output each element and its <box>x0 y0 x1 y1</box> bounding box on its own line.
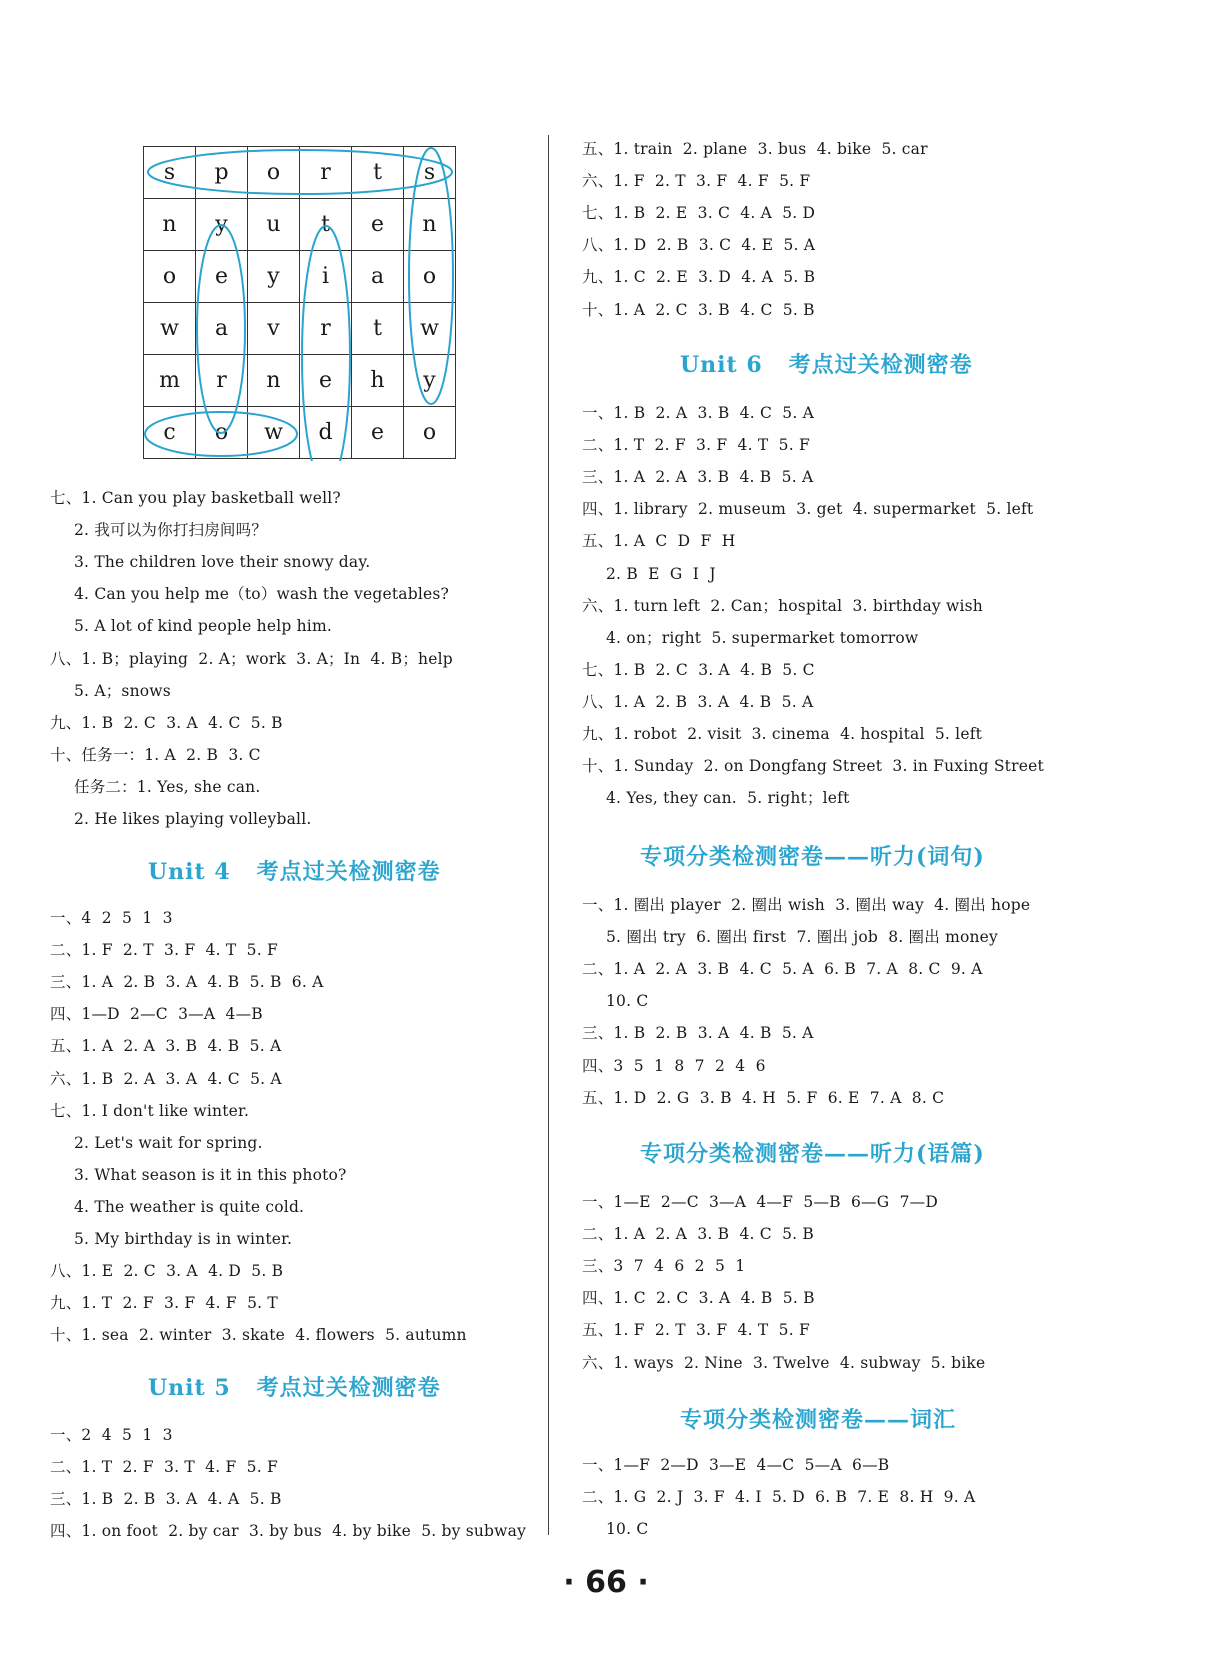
answer-line: 七、1. B 2. E 3. C 4. A 5. D <box>582 204 816 223</box>
grid-row <box>144 199 456 251</box>
answer-line: 5. A lot of kind people help him. <box>74 617 332 636</box>
column-divider <box>548 135 549 1535</box>
answer-line: 5. A；snows <box>74 681 171 700</box>
grid-cell: v <box>248 303 300 355</box>
answer-line: 一、4 2 5 1 3 <box>50 909 173 927</box>
grid-cell: o <box>404 251 456 303</box>
answer-line: 二、1. F 2. T 3. F 4. T 5. F <box>50 941 278 960</box>
grid-cell: e <box>352 407 404 459</box>
answer-line: 五、1. train 2. plane 3. bus 4. bike 5. car <box>582 140 928 158</box>
answer-line: 八、1. A 2. B 3. A 4. B 5. A <box>582 692 814 711</box>
answer-line: 九、1. B 2. C 3. A 4. C 5. B <box>50 713 283 732</box>
answer-line: 3. What season is it in this photo? <box>74 1165 347 1184</box>
grid-cell: u <box>248 199 300 251</box>
grid-cell: s <box>144 147 196 199</box>
grid-cell: y <box>248 251 300 303</box>
grid-cell: o <box>248 147 300 199</box>
grid-cell: r <box>196 355 248 407</box>
answer-line: 四、1. on foot 2. by car 3. by bus 4. by bike 5. by subway <box>50 1522 527 1541</box>
answer-line: 十、1. sea 2. winter 3. skate 4. flowers 5. autumn <box>50 1326 467 1345</box>
answer-line: 3. The children love their snowy day. <box>74 553 371 572</box>
grid-cell: p <box>196 147 248 199</box>
answer-line: 二、1. T 2. F 3. T 4. F 5. F <box>50 1458 278 1477</box>
answer-line: 三、1. B 2. B 3. A 4. A 5. B <box>50 1490 282 1509</box>
answer-line: 十、1. A 2. C 3. B 4. C 5. B <box>582 300 815 319</box>
answer-line: 九、1. T 2. F 3. F 4. F 5. T <box>50 1294 278 1313</box>
answer-line: 二、1. A 2. A 3. B 4. C 5. A 6. B 7. A 8. C 9. A <box>582 960 983 979</box>
page-number: · 66 · <box>563 1565 649 1600</box>
answer-line: 四、1—D 2—C 3—A 4—B <box>50 1005 263 1024</box>
section-heading: Unit 6 考点过关检测密卷 <box>680 352 973 378</box>
answer-line: 十、任务一：1. A 2. B 3. C <box>50 745 261 764</box>
answer-line: 八、1. B；playing 2. A；work 3. A；In 4. B；help <box>50 649 453 668</box>
answer-line: 三、3 7 4 6 2 5 1 <box>582 1257 746 1276</box>
grid-cell: s <box>404 147 456 199</box>
grid-cell: o <box>196 407 248 459</box>
grid-cell: n <box>248 355 300 407</box>
grid-cell: y <box>196 199 248 251</box>
answer-line: 五、1. D 2. G 3. B 4. H 5. F 6. E 7. A 8. C <box>582 1088 945 1107</box>
grid-row <box>144 303 456 355</box>
grid-cell: e <box>300 355 352 407</box>
answer-line: 5. 圈出 try 6. 圈出 first 7. 圈出 job 8. 圈出 money <box>606 928 999 947</box>
answer-line: 三、1. A 2. B 3. A 4. B 5. B 6. A <box>50 973 324 992</box>
grid-cell: i <box>300 251 352 303</box>
grid-cell: m <box>144 355 196 407</box>
answer-line: 10. C <box>606 1520 649 1539</box>
section-heading: 专项分类检测密卷——听力(语篇) <box>640 1141 985 1167</box>
answer-line: 六、1. ways 2. Nine 3. Twelve 4. subway 5. bike <box>582 1353 986 1372</box>
answer-line: 八、1. E 2. C 3. A 4. D 5. B <box>50 1262 284 1281</box>
grid-cell: a <box>352 251 404 303</box>
grid-cell: e <box>196 251 248 303</box>
answer-line: 一、2 4 5 1 3 <box>50 1426 173 1444</box>
grid-cell: o <box>404 407 456 459</box>
grid-cell: t <box>352 303 404 355</box>
grid-cell: y <box>404 355 456 407</box>
section-heading: 专项分类检测密卷——听力(词句) <box>640 844 985 870</box>
answer-line: 4. on；right 5. supermarket tomorrow <box>606 628 919 647</box>
answer-line: 一、1—F 2—D 3—E 4—C 5—A 6—B <box>582 1456 890 1474</box>
grid-row <box>144 251 456 303</box>
grid-cell: e <box>352 199 404 251</box>
answer-line: 四、1. library 2. museum 3. get 4. supermarket 5. left <box>582 500 1034 519</box>
answer-line: 三、1. B 2. B 3. A 4. B 5. A <box>582 1024 814 1043</box>
answer-line: 七、1. I don't like winter. <box>50 1101 250 1120</box>
answer-line: 4. Yes, they can. 5. right；left <box>606 789 850 808</box>
grid-cell: t <box>300 199 352 251</box>
grid-row <box>144 147 456 199</box>
answer-line: 十、1. Sunday 2. on Dongfang Street 3. in Fuxing Street <box>582 757 1044 776</box>
answer-line: 4. The weather is quite cold. <box>74 1197 305 1216</box>
answer-line: 二、1. A 2. A 3. B 4. C 5. B <box>582 1225 815 1244</box>
answer-line: 任务二：1. Yes, she can. <box>74 777 261 796</box>
grid-cell: r <box>300 147 352 199</box>
answer-line: 一、1. 圈出 player 2. 圈出 wish 3. 圈出 way 4. 圈出 hope <box>582 896 1031 914</box>
grid-cell: n <box>144 199 196 251</box>
answer-line: 五、1. A C D F H <box>582 532 736 551</box>
answer-line: 10. C <box>606 992 649 1011</box>
grid-cell: h <box>352 355 404 407</box>
answer-line: 六、1. turn left 2. Can；hospital 3. birthday wish <box>582 596 983 615</box>
grid-cell: w <box>404 303 456 355</box>
grid-row <box>144 407 456 459</box>
grid-cell: w <box>248 407 300 459</box>
answer-line: 六、1. B 2. A 3. A 4. C 5. A <box>50 1069 282 1088</box>
grid-cell: d <box>300 407 352 459</box>
grid-cell: o <box>144 251 196 303</box>
answer-line: 5. My birthday is in winter. <box>74 1230 293 1248</box>
section-heading: Unit 5 考点过关检测密卷 <box>148 1375 441 1401</box>
answer-line: 七、1. Can you play basketball well? <box>50 489 341 507</box>
grid-table <box>143 146 456 459</box>
word-search-grid <box>143 146 458 461</box>
answer-line: 九、1. robot 2. visit 3. cinema 4. hospital 5. left <box>582 725 983 743</box>
answer-line: 四、3 5 1 8 7 2 4 6 <box>582 1056 766 1075</box>
answer-line: 二、1. T 2. F 3. F 4. T 5. F <box>582 436 810 455</box>
grid-row <box>144 355 456 407</box>
grid-cell: c <box>144 407 196 459</box>
answer-line: 2. B E G I J <box>606 564 716 583</box>
answer-line: 七、1. B 2. C 3. A 4. B 5. C <box>582 660 815 679</box>
answer-line: 五、1. F 2. T 3. F 4. T 5. F <box>582 1321 810 1340</box>
answer-line: 二、1. G 2. J 3. F 4. I 5. D 6. B 7. E 8. H 9. A <box>582 1488 976 1507</box>
answer-line: 一、1—E 2—C 3—A 4—F 5—B 6—G 7—D <box>582 1193 938 1211</box>
section-heading: 专项分类检测密卷——词汇 <box>680 1407 957 1433</box>
answer-line: 2. Let's wait for spring. <box>74 1133 263 1152</box>
answer-line: 六、1. F 2. T 3. F 4. F 5. F <box>582 172 811 191</box>
answer-line: 四、1. C 2. C 3. A 4. B 5. B <box>582 1289 815 1308</box>
grid-cell: t <box>352 147 404 199</box>
answer-line: 4. Can you help me（to）wash the vegetables? <box>74 585 450 604</box>
answer-line: 2. He likes playing volleyball. <box>74 810 312 828</box>
answer-line: 八、1. D 2. B 3. C 4. E 5. A <box>582 236 816 255</box>
answer-line: 五、1. A 2. A 3. B 4. B 5. A <box>50 1037 282 1056</box>
grid-cell: w <box>144 303 196 355</box>
grid-cell: a <box>196 303 248 355</box>
answer-line: 九、1. C 2. E 3. D 4. A 5. B <box>582 268 816 287</box>
section-heading: Unit 4 考点过关检测密卷 <box>148 859 441 885</box>
answer-line: 一、1. B 2. A 3. B 4. C 5. A <box>582 404 815 422</box>
grid-cell: r <box>300 303 352 355</box>
answer-line: 三、1. A 2. A 3. B 4. B 5. A <box>582 468 814 487</box>
answer-line: 2. 我可以为你打扫房间吗？ <box>74 521 268 540</box>
grid-cell: n <box>404 199 456 251</box>
